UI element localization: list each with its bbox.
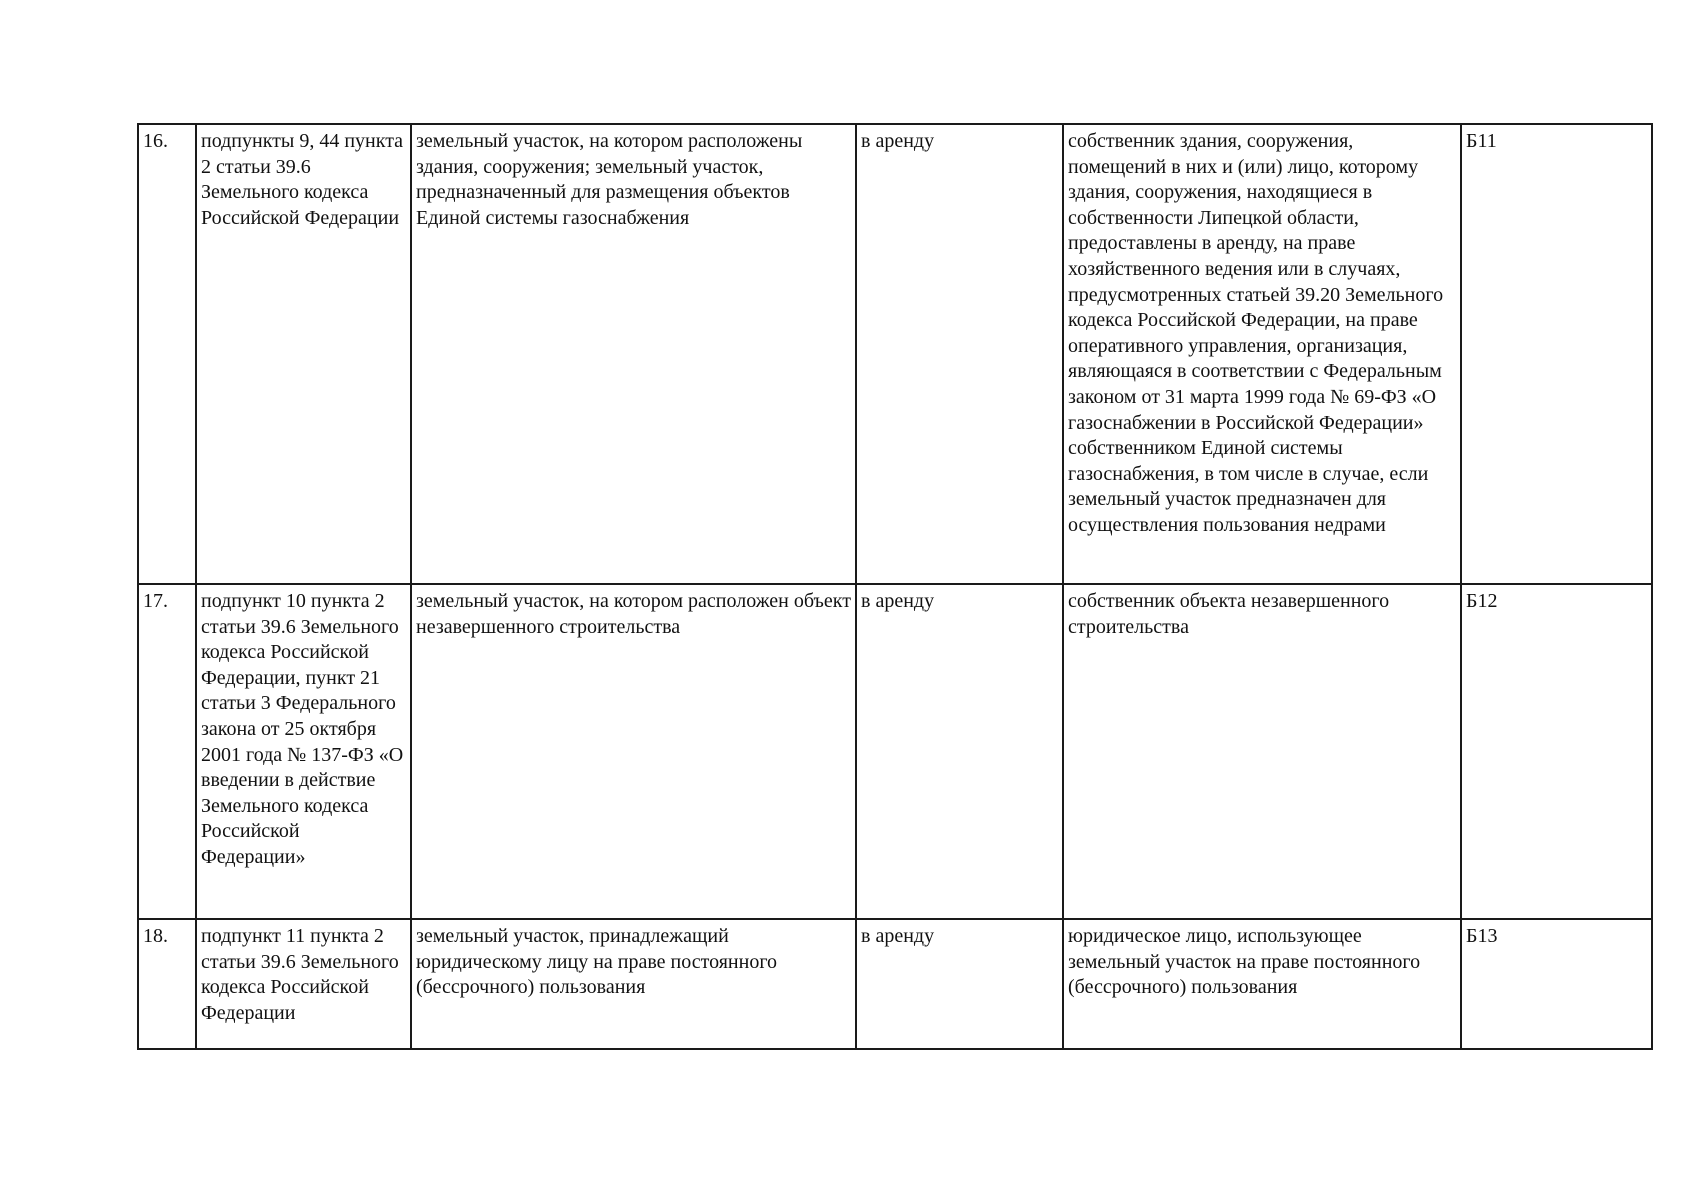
provision-type: в аренду: [861, 590, 935, 612]
legal-basis: подпункт 11 пункта 2 статьи 39.6 Земельного кодекса Российской Федерации: [201, 925, 399, 1024]
applicant: собственник здания, сооружения, помещений в них и (или) лицо, которому здания, сооружения, находящиеся в собственности Липецкой области, предоставлены в аренду, на праве хозяйственного ведения или в случаях, предусмотренных статьей 39.20 Земельного кодекса Российской Федерации, на праве оперативного управления, организация, являющаяся в соответствии с Федеральным законом от 31 марта 1999 года № 69-ФЗ «О газоснабжении в Российской Федерации» собственником Единой системы газоснабжения, в том числе в случае, если земельный участок предназначен для осуществления пользования недрами: [1068, 130, 1444, 536]
land-object-cell: [411, 124, 856, 584]
code-cell: [1461, 124, 1652, 584]
row-number: 18.: [143, 925, 168, 947]
land-object: земельный участок, принадлежащий юридическому лицу на праве постоянного (бессрочного) пользования: [416, 925, 778, 999]
provision-type: в аренду: [861, 130, 935, 152]
land-object-cell: [411, 919, 856, 1049]
table-row: [138, 124, 1652, 584]
provision-type: в аренду: [861, 925, 935, 947]
applicant: собственник объекта незавершенного строительства: [1068, 590, 1390, 638]
provision-type-cell: [856, 124, 1063, 584]
provision-type-cell: [856, 584, 1063, 919]
land-object: земельный участок, на котором расположены здания, сооружения; земельный участок, предназначенный для размещения объектов Единой системы газоснабжения: [416, 130, 803, 229]
row-number: 17.: [143, 590, 168, 612]
row-number-cell: [138, 919, 196, 1049]
code-cell: [1461, 584, 1652, 919]
applicant-cell: [1063, 919, 1461, 1049]
legal-basis-cell: [196, 919, 411, 1049]
legal-basis: подпункт 10 пункта 2 статьи 39.6 Земельного кодекса Российской Федерации, пункт 21 статьи 3 Федерального закона от 25 октября 2001 года № 137-ФЗ «О введении в действие Земельного кодекса Российской Федерации»: [201, 590, 404, 868]
land-object: земельный участок, на котором расположен объект незавершенного строительства: [416, 590, 851, 638]
legal-basis-cell: [196, 124, 411, 584]
table-row: [138, 919, 1652, 1049]
legal-basis-cell: [196, 584, 411, 919]
table-row: [138, 584, 1652, 919]
provision-type-cell: [856, 919, 1063, 1049]
legal-basis: подпункты 9, 44 пункта 2 статьи 39.6 Земельного кодекса Российской Федерации: [201, 130, 404, 229]
row-number: 16.: [143, 130, 168, 152]
applicant: юридическое лицо, использующее земельный участок на праве постоянного (бессрочного) пользования: [1068, 925, 1421, 999]
row-number-cell: [138, 584, 196, 919]
land-plots-table: [137, 123, 1653, 1050]
code-cell: [1461, 919, 1652, 1049]
code: Б11: [1466, 130, 1497, 152]
row-number-cell: [138, 124, 196, 584]
land-object-cell: [411, 584, 856, 919]
code: Б12: [1466, 590, 1498, 612]
applicant-cell: [1063, 124, 1461, 584]
code: Б13: [1466, 925, 1498, 947]
applicant-cell: [1063, 584, 1461, 919]
